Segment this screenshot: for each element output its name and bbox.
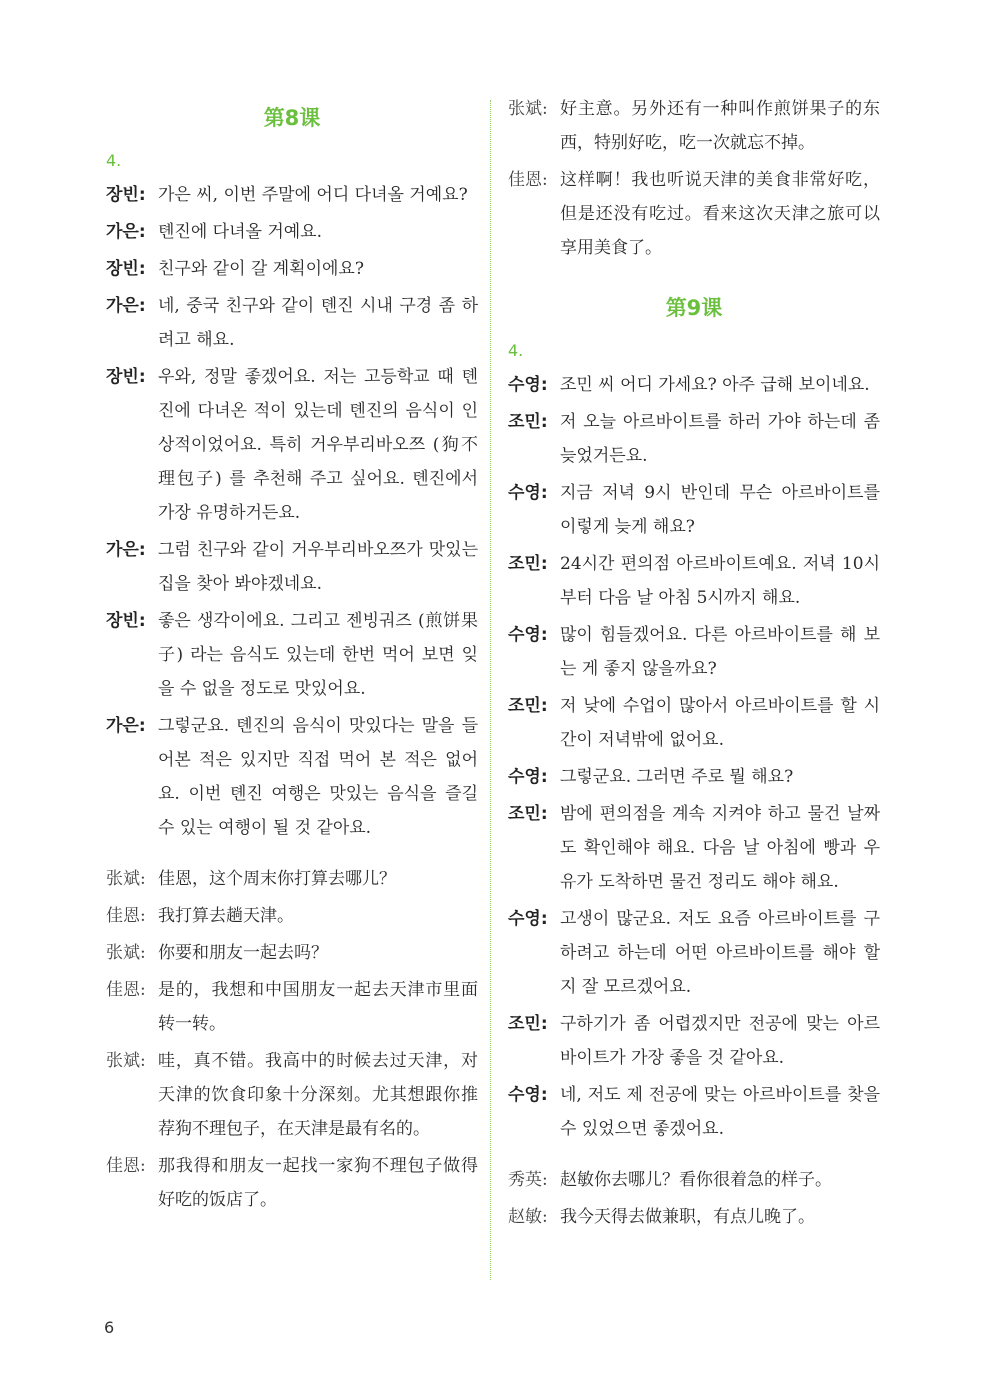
speaker: 장빈: [106, 259, 146, 279]
dialogue-text: 좋은 생각이에요. 그리고 젠빙궈즈 (煎饼果子) 라는 음식도 있는데 한번 먹어 보면 잊을 수 없을 정도로 맛있어요. [158, 611, 478, 699]
speaker: 가은: [106, 716, 146, 736]
dialogue-text: 많이 힘들겠어요. 다른 아르바이트를 해 보는 게 좋지 않을까요? [560, 625, 880, 679]
dialogue-line [508, 1007, 880, 1075]
lesson-9-title: 第9课 [665, 296, 723, 320]
dialogue-line [106, 1044, 478, 1146]
right-column [508, 92, 880, 1237]
dialogue-text: 그렇군요. 톈진의 음식이 맛있다는 말을 들어본 적은 있지만 직접 먹어 본 적은 없어요. 이번 톈진 여행은 맛있는 음식을 즐길 수 있는 여행이 될 것 같아요. [158, 716, 478, 838]
section-gap [508, 1149, 880, 1163]
dialogue-line [508, 163, 880, 265]
dialogue-text: 好主意。另外还有一种叫作煎饼果子的东西，特别好吃，吃一次就忘不掉。 [560, 99, 880, 153]
dialogue-line [508, 902, 880, 1004]
speaker: 가은: [106, 296, 146, 316]
dialogue-text: 佳恩，这个周末你打算去哪儿？ [158, 869, 396, 889]
dialogue-text: 哇，真不错。我高中的时候去过天津，对天津的饮食印象十分深刻。尤其想跟你推荐狗不理包子，在天津是最有名的。 [158, 1051, 478, 1139]
dialogue-line [508, 368, 880, 402]
speaker: 佳恩: [106, 980, 146, 1000]
dialogue-text: 24시간 편의점 아르바이트예요. 저녁 10시부터 다음 날 아침 5시까지 해요. [560, 554, 880, 608]
dialogue-line [106, 215, 478, 249]
dialogue-line [106, 252, 478, 286]
speaker: 佳恩: [106, 1156, 146, 1176]
dialogue-line [106, 178, 478, 212]
speaker: 장빈: [106, 611, 146, 631]
dialogue-text: 我打算去趟天津。 [158, 906, 294, 926]
exercise-number: 4. [106, 151, 122, 170]
dialogue-line [508, 547, 880, 615]
dialogue-text: 你要和朋友一起去吗？ [158, 943, 328, 963]
dialogue-line [106, 709, 478, 845]
dialogue-text: 네, 저도 제 전공에 맞는 아르바이트를 찾을 수 있었으면 좋겠어요. [560, 1085, 880, 1139]
dialogue-text: 네, 중국 친구와 같이 톈진 시내 구경 좀 하려고 해요. [158, 296, 478, 350]
dialogue-line [508, 689, 880, 757]
speaker: 장빈: [106, 367, 146, 387]
dialogue-line [508, 92, 880, 160]
dialogue-text: 那我得和朋友一起找一家狗不理包子做得好吃的饭店了。 [158, 1156, 478, 1210]
speaker: 조민: [508, 554, 548, 574]
dialogue-text: 그렇군요. 그러면 주로 뭘 해요? [560, 767, 794, 787]
dialogue-text: 是的，我想和中国朋友一起去天津市里面转一转。 [158, 980, 478, 1034]
speaker: 赵敏: [508, 1207, 548, 1227]
left-column [106, 92, 478, 1220]
dialogue-line [106, 360, 478, 530]
speaker: 가은: [106, 540, 146, 560]
speaker: 秀英: [508, 1170, 548, 1190]
speaker: 조민: [508, 696, 548, 716]
speaker: 수영: [508, 375, 548, 395]
dialogue-text: 지금 저녁 9시 반인데 무슨 아르바이트를 이렇게 늦게 해요? [560, 483, 880, 537]
dialogue-text: 这样啊！我也听说天津的美食非常好吃，但是还没有吃过。看来这次天津之旅可以享用美食了。 [560, 170, 880, 258]
dialogue-line [106, 862, 478, 896]
speaker: 佳恩: [508, 170, 548, 190]
dialogue-text: 톈진에 다녀올 거예요. [158, 222, 323, 242]
dialogue-line [106, 973, 478, 1041]
dialogue-line [508, 618, 880, 686]
speaker: 张斌: [106, 943, 146, 963]
dialogue-line [106, 289, 478, 357]
lesson-8-title: 第8课 [263, 106, 321, 130]
column-divider [490, 100, 491, 1280]
dialogue-line [508, 476, 880, 544]
dialogue-line [106, 604, 478, 706]
speaker: 조민: [508, 804, 548, 824]
dialogue-line [106, 899, 478, 933]
speaker: 조민: [508, 1014, 548, 1034]
dialogue-line [106, 1149, 478, 1217]
dialogue-line [508, 797, 880, 899]
speaker: 수영: [508, 483, 548, 503]
dialogue-line [106, 533, 478, 601]
dialogue-text: 구하기가 좀 어렵겠지만 전공에 맞는 아르바이트가 가장 좋을 것 같아요. [560, 1014, 880, 1068]
speaker: 张斌: [106, 869, 146, 889]
dialogue-line [106, 936, 478, 970]
dialogue-text: 그럼 친구와 같이 거우부리바오쯔가 맛있는 집을 찾아 봐야겠네요. [158, 540, 478, 594]
speaker: 조민: [508, 412, 548, 432]
dialogue-text: 가은 씨, 이번 주말에 어디 다녀올 거예요? [158, 185, 468, 205]
speaker: 수영: [508, 625, 548, 645]
speaker: 수영: [508, 767, 548, 787]
speaker: 佳恩: [106, 906, 146, 926]
speaker: 수영: [508, 909, 548, 929]
dialogue-text: 친구와 같이 갈 계획이에요? [158, 259, 364, 279]
section-gap [508, 268, 880, 282]
speaker: 张斌: [106, 1051, 146, 1071]
dialogue-line [508, 1078, 880, 1146]
dialogue-text: 우와, 정말 좋겠어요. 저는 고등학교 때 톈진에 다녀온 적이 있는데 톈진의 음식이 인상적이었어요. 특히 거우부리바오쯔 (狗不理包子) 를 추천해 주고 싶어요. 톈진에서 가장 유명하거든요. [158, 367, 478, 523]
dialogue-line [508, 760, 880, 794]
speaker: 장빈: [106, 185, 146, 205]
section-gap [106, 848, 478, 862]
speaker: 가은: [106, 222, 146, 242]
dialogue-text: 고생이 많군요. 저도 요즘 아르바이트를 구하려고 하는데 어떤 아르바이트를 해야 할지 잘 모르겠어요. [560, 909, 880, 997]
dialogue-text: 저 오늘 아르바이트를 하러 가야 하는데 좀 늦었거든요. [560, 412, 880, 466]
dialogue-text: 我今天得去做兼职，有点儿晚了。 [560, 1207, 815, 1227]
dialogue-line [508, 1200, 880, 1234]
exercise-number: 4. [508, 341, 524, 360]
dialogue-line [508, 1163, 880, 1197]
dialogue-line [508, 405, 880, 473]
dialogue-text: 조민 씨 어디 가세요? 아주 급해 보이네요. [560, 375, 870, 395]
dialogue-text: 밤에 편의점을 계속 지켜야 하고 물건 날짜도 확인해야 해요. 다음 날 아침에 빵과 우유가 도착하면 물건 정리도 해야 해요. [560, 804, 880, 892]
speaker: 张斌: [508, 99, 548, 119]
dialogue-text: 赵敏你去哪儿？看你很着急的样子。 [560, 1170, 832, 1190]
page-number: 6 [104, 1318, 115, 1337]
speaker: 수영: [508, 1085, 548, 1105]
dialogue-text: 저 낮에 수업이 많아서 아르바이트를 할 시간이 저녁밖에 없어요. [560, 696, 880, 750]
